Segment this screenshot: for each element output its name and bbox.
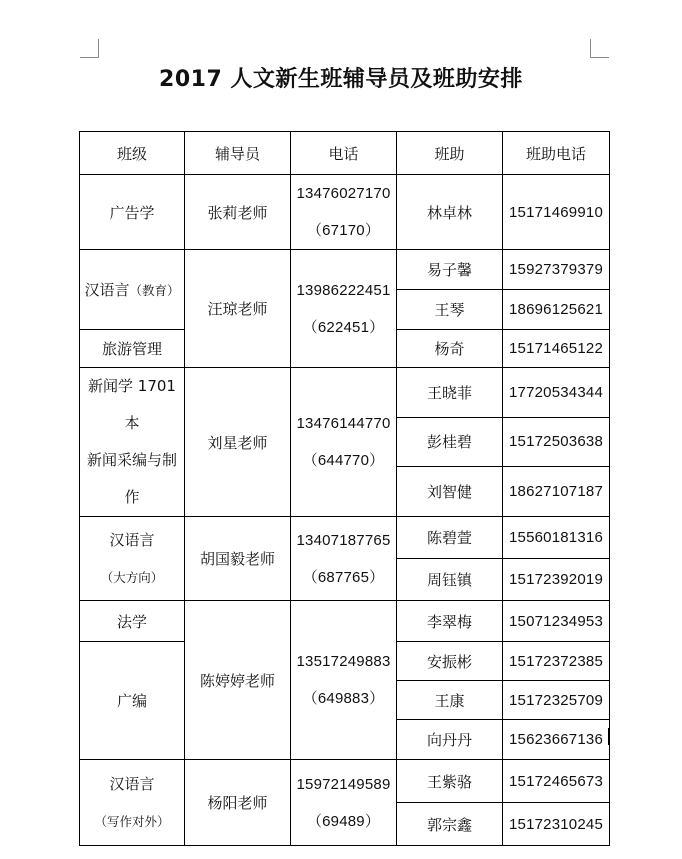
- assistant-cell: 杨奇: [397, 330, 503, 368]
- counselor-cell: 张莉老师: [185, 175, 291, 250]
- class-cell: 旅游管理: [80, 330, 185, 368]
- class-cell: [80, 517, 185, 601]
- assistant-cell: 王康: [397, 681, 503, 720]
- phone-cell: [291, 760, 397, 846]
- assistant-phone-cell: 15172503638: [503, 417, 610, 467]
- phone-cell: [291, 368, 397, 517]
- assistant-phone-cell: 15560181316: [503, 517, 610, 559]
- counselor-short-phone: （67170）: [306, 222, 381, 239]
- schedule-table: [79, 131, 610, 846]
- counselor-cell: 汪琼老师: [185, 250, 291, 368]
- assistant-phone-cell: 17720534344: [503, 368, 610, 418]
- header-assistant: 班助: [397, 132, 503, 175]
- table-row: [80, 601, 610, 642]
- assistant-cell: 向丹丹: [397, 720, 503, 760]
- class-name: 汉语言: [84, 281, 130, 299]
- assistant-cell: 林卓林: [397, 175, 503, 250]
- assistant-phone-cell: 15172325709: [503, 681, 610, 720]
- assistant-phone-cell: 15623667136: [503, 720, 610, 760]
- counselor-phone: 13407187765: [296, 531, 391, 549]
- counselor-cell: 杨阳老师: [185, 760, 291, 846]
- counselor-phone: 13476144770: [296, 415, 391, 432]
- assistant-cell: 安振彬: [397, 642, 503, 681]
- phone-cell: [291, 250, 397, 368]
- class-name: 汉语言: [109, 774, 155, 793]
- class-cell: 广告学: [80, 175, 185, 250]
- table-header-row: [80, 132, 610, 175]
- assistant-cell: 陈碧萱: [397, 517, 503, 559]
- counselor-cell: 陈婷婷老师: [185, 601, 291, 760]
- assistant-phone-cell: 15071234953: [503, 601, 610, 642]
- assistant-cell: 易子馨: [397, 250, 503, 290]
- class-cell: [80, 760, 185, 846]
- table-row: [80, 250, 610, 290]
- counselor-short-phone: （69489）: [306, 812, 381, 830]
- assistant-cell: 李翠梅: [397, 601, 503, 642]
- assistant-phone-cell: 15171469910: [503, 175, 610, 250]
- counselor-cell: 刘星老师: [185, 368, 291, 517]
- assistant-cell: 王紫骆: [397, 760, 503, 803]
- page-corner-mark-right: [590, 39, 609, 58]
- phone-cell: [291, 517, 397, 601]
- class-name: 汉语言: [109, 530, 155, 549]
- counselor-short-phone: （644770）: [302, 452, 385, 469]
- counselor-phone: 15972149589: [296, 775, 391, 793]
- assistant-phone-cell: 15172392019: [503, 559, 610, 601]
- class-cell: [80, 250, 185, 330]
- table-row: [80, 368, 610, 418]
- header-class: 班级: [80, 132, 185, 175]
- assistant-phone-cell: 18696125621: [503, 290, 610, 330]
- counselor-phone: 13476027170: [296, 185, 391, 202]
- assistant-phone-cell: 15172372385: [503, 642, 610, 681]
- counselor-short-phone: （649883）: [302, 690, 385, 707]
- phone-cell: [291, 601, 397, 760]
- assistant-phone-cell: 15172310245: [503, 803, 610, 846]
- phone-cell: [291, 175, 397, 250]
- counselor-phone: 13517249883: [296, 653, 391, 670]
- assistant-cell: 王琴: [397, 290, 503, 330]
- class-cell: 广编: [80, 642, 185, 760]
- class-cell: 法学: [80, 601, 185, 642]
- counselor-short-phone: （687765）: [302, 568, 385, 586]
- assistant-cell: 王晓菲: [397, 368, 503, 418]
- assistant-phone-cell: 15172465673: [503, 760, 610, 803]
- page-corner-mark-left: [80, 39, 99, 58]
- class-name: 新闻采编与制作: [86, 451, 177, 506]
- assistant-cell: 彭桂碧: [397, 417, 503, 467]
- class-subname: （大方向）: [100, 569, 164, 585]
- text-cursor-mark: [608, 728, 610, 745]
- assistant-phone-cell: 18627107187: [503, 467, 610, 517]
- table-row: [80, 517, 610, 559]
- header-counselor: 辅导员: [185, 132, 291, 175]
- class-subname: （写作对外）: [94, 813, 170, 829]
- header-assistant-phone: 班助电话: [503, 132, 610, 175]
- assistant-cell: 周钰镇: [397, 559, 503, 601]
- assistant-cell: 郭宗鑫: [397, 803, 503, 846]
- assistant-phone-cell: 15927379379: [503, 250, 610, 290]
- counselor-short-phone: （622451）: [302, 318, 385, 336]
- class-name: 新闻学 1701 本: [88, 377, 176, 432]
- table-row: [80, 760, 610, 803]
- table-row: [80, 175, 610, 250]
- class-cell: [80, 368, 185, 517]
- counselor-cell: 胡国毅老师: [185, 517, 291, 601]
- header-phone: 电话: [291, 132, 397, 175]
- counselor-phone: 13986222451: [296, 281, 391, 299]
- class-subname: （教育）: [129, 283, 180, 298]
- document-title: 2017 人文新生班辅导员及班助安排: [159, 67, 523, 92]
- assistant-phone-cell: 15171465122: [503, 330, 610, 368]
- assistant-cell: 刘智健: [397, 467, 503, 517]
